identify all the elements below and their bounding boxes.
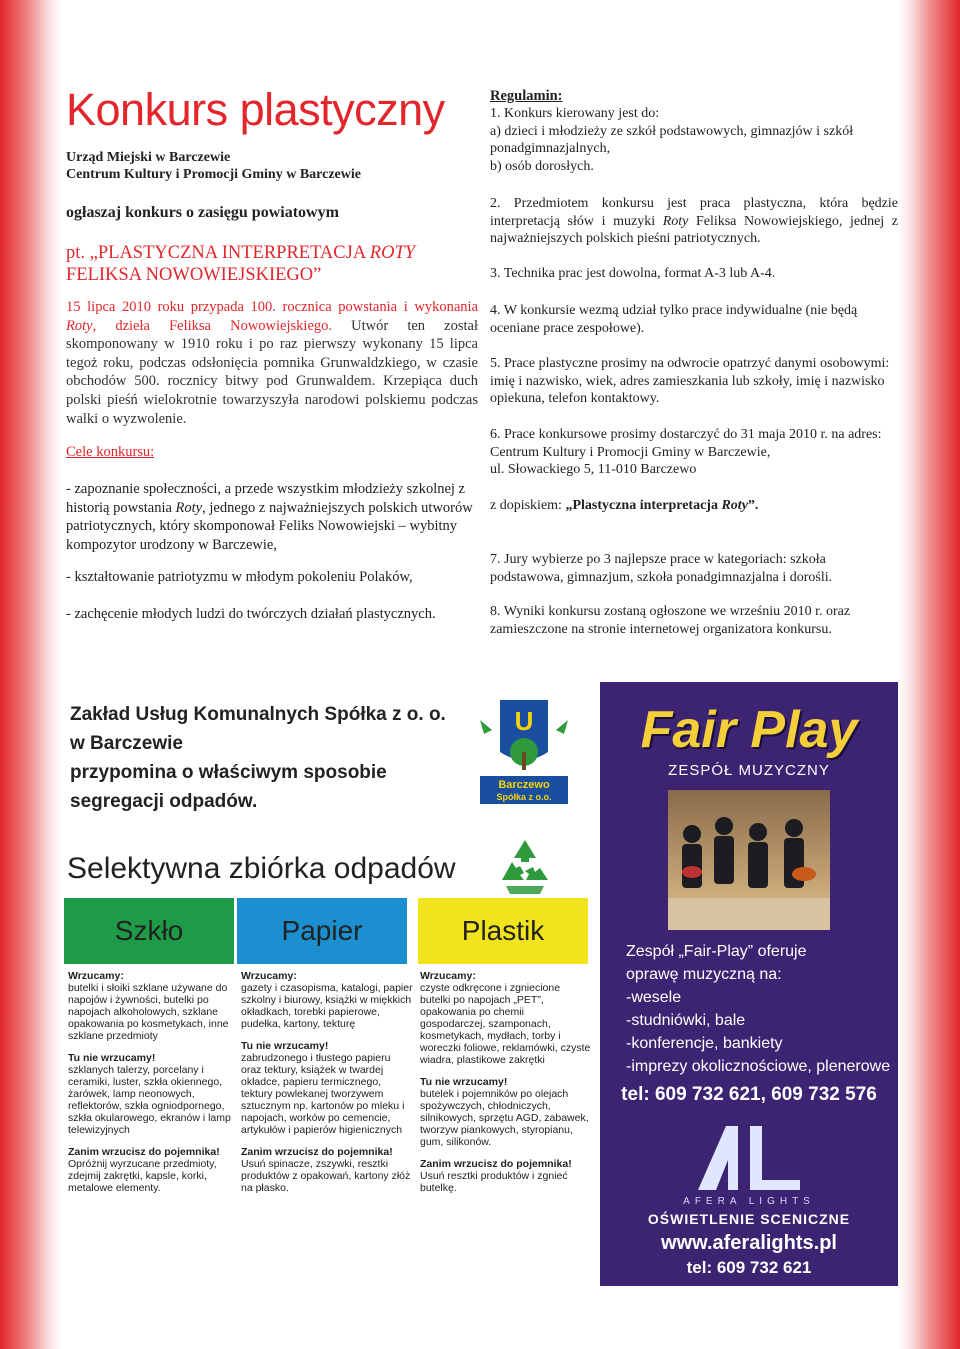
bin-plastic: Plastik [418,898,588,964]
bin-glass: Szkło [64,898,234,964]
organizer-1: Urząd Miejski w Barczewie [66,150,231,165]
organizers [66,149,361,183]
goals-heading: Cele konkursu: [66,444,155,460]
rule-3: 3. Technika prac jest dowolna, format A-3 lub A-4. [490,266,776,281]
page-title: Konkurs plastyczny [66,84,445,135]
svg-text:Barczewo: Barczewo [498,779,550,791]
bin-plastic-details: Wrzucamy: czyste odkręcone i zgniecione butelki po napojach „PET”, opakowania po chemii gospodarczej, szamponach, kosmetykach, mydłach, torby i woreczki foliowe, reklamówki, czyste wiadra, plastikowe zakrętki Tu nie wrzucamy! butelek i pojemników po olejach spożywczych, chłodniczych, silnikowych, sprzętu AGD, zabawek, tworzyw piankowych, styropianu, gum, silikonów. Zanim wrzucisz do pojemnika! Usuń resztki produktów i zgnieć butelkę. [420,970,591,1194]
svg-text:Spółka z o.o.: Spółka z o.o. [496,792,552,802]
afera-lights-tagline: OŚWIETLENIE SCENICZNE [647,1211,851,1227]
rule-5: 5. Prace plastyczne prosimy na odwrocie opatrzyć danymi osobowymi: imię i nazwisko, wiek, adres zamieszkania lub szkoły, imię i nazwisko opiekuna, telefon kontaktowy. [490,356,890,406]
company-notice: Zakład Usług Komunalnych Spółka z o. o. w Barczewie przypomina o właściwym sposobie segregacji odpadów. [70,704,446,812]
contest-subject: pt. „PLASTYCZNA INTERPRETACJA ROTY FELIKSA NOWOWIEJSKIEGO” [66,243,416,285]
rules-heading: Regulamin: [490,88,563,104]
organizer-2: Centrum Kultury i Promocji Gminy w Barczewie [66,167,361,182]
company-logo [470,690,578,808]
announcement: ogłaszaj konkurs o zasięgu powiatowym [66,204,339,221]
bin-glass-details: Wrzucamy: butelki i słoiki szklane używane do napojów i żywności, butelki po napojach alkoholowych, szklane opakowania po kosmetykach, inne szklane przedmioty Tu nie wrzucamy! szklanych talerzy, porcelany i ceramiki, luster, szkła okiennego, żarówek, lamp neonowych, reflektorów, szkła ogniodpornego, szkła okularowego, ekranów i lamp telewizyjnych Zanim wrzucisz do pojemnika! Opróżnij wyrzucane przedmioty, zdejmij zakrętki, kapsle, korki, metalowe elementy. [68,970,231,1194]
rule-4: 4. W konkursie wezmą udział tylko prace indywidualne (nie będą oceniane prace zespołowe). [490,303,858,336]
afera-lights-website: www.aferalights.pl [661,1232,837,1254]
rule-8: 8. Wyniki konkursu zostaną ogłoszone we wrześniu 2010 r. oraz zamieszczone na stronie internetowej organizatora konkursu. [490,604,851,637]
bin-paper-details: Wrzucamy: gazety i czasopisma, katalogi, papier szkolny i biurowy, książki w miękkich okładkach, torebki papierowe, pudełka, kartony, tekturę Tu nie wrzucamy! zabrudzonego i tłustego papieru oraz tektury, książek w twardej okładce, papieru termicznego, tektury powlekanej tworzywem sztucznym np. kartonów po mleku i napojach, worków po cemencie, artykułów i papierów higienicznych Zanim wrzucisz do pojemnika! Usuń spinacze, zszywki, resztki produktów z opakowań, kartony złóż na płasko. [241,970,413,1194]
recycle-icon [494,836,556,903]
svg-text:U: U [514,706,534,736]
rule-1: 1. Konkurs kierowany jest do: a) dzieci i młodzieży ze szkół podstawowych, gimnazjów i szkół ponadgimnazjalnych, b) osób dorosłych. [490,106,854,174]
band-photo [668,790,830,930]
intro-paragraph: 15 lipca 2010 roku przypada 100. rocznica powstania i wykonania Roty, dzieła Feliksa Nowowiejskiego. Utwór ten został skomponowany w 1910 roku i po raz pierwszy wykonany 15 lipca tegoż roku, podczas odsłonięcia pomnika Grunwaldzkiego, w czasie obchodów 500. rocznicy bitwy pod Grunwaldem. Krzepiąca duch polski pieśń wielokrotnie towarzyszyła narodowi polskiemu podczas walki o wyzwolenie. [66,299,478,427]
band-phone: tel: 609 732 621, 609 732 576 [621,1084,877,1105]
bin-paper: Papier [237,898,407,964]
rule-2: 2. Przedmiotem konkursu jest praca plastyczna, która będzie interpretacją słów i muzyki Roty Feliksa Nowowiejskiego, jednej z najważniejszych polskich pieśni patriotycznych. [490,196,898,246]
afera-lights-phone: tel: 609 732 621 [686,1258,812,1277]
rule-6-note: z dopiskiem: „Plastyczna interpretacja Roty”. [490,498,759,513]
goal-1: - zapoznanie społeczności, a przede wszystkim młodzieży szkolnej z historią powstania Roty, jednego z najważniejszych polskich utworów patriotycznych, który skomponował Feliks Nowowiejski – wybitny kompozytor urodzony w Barczewie, [66,481,473,553]
goal-2: - kształtowanie patriotyzmu w młodym pokoleniu Polaków, [66,569,413,585]
waste-section-title: Selektywna zbiórka odpadów [67,852,456,885]
band-offer: Zespół „Fair-Play” oferuje oprawę muzyczną na: -wesele -studniówki, bale -konferencje, bankiety -imprezy okolicznościowe, plenerowe [626,943,891,1075]
band-name: Fair Play [640,701,858,759]
rule-7: 7. Jury wybierze po 3 najlepsze prace w kategoriach: szkoła podstawowa, gimnazjum, szkoła ponadgimnazjalna i dorośli. [490,552,833,585]
afera-lights-logo [692,1120,806,1201]
band-advertisement [600,682,898,1286]
afera-lights-name: AFERA LIGHTS [683,1196,815,1207]
rule-6: 6. Prace konkursowe prosimy dostarczyć do 31 maja 2010 r. na adres: Centrum Kultury i Promocji Gminy w Barczewie, ul. Słowackiego 5, 11-010 Barczewo [490,427,882,477]
band-subtitle: ZESPÓŁ MUZYCZNY [668,762,830,779]
goal-3: - zachęcenie młodych ludzi do twórczych działań plastycznych. [66,606,436,622]
